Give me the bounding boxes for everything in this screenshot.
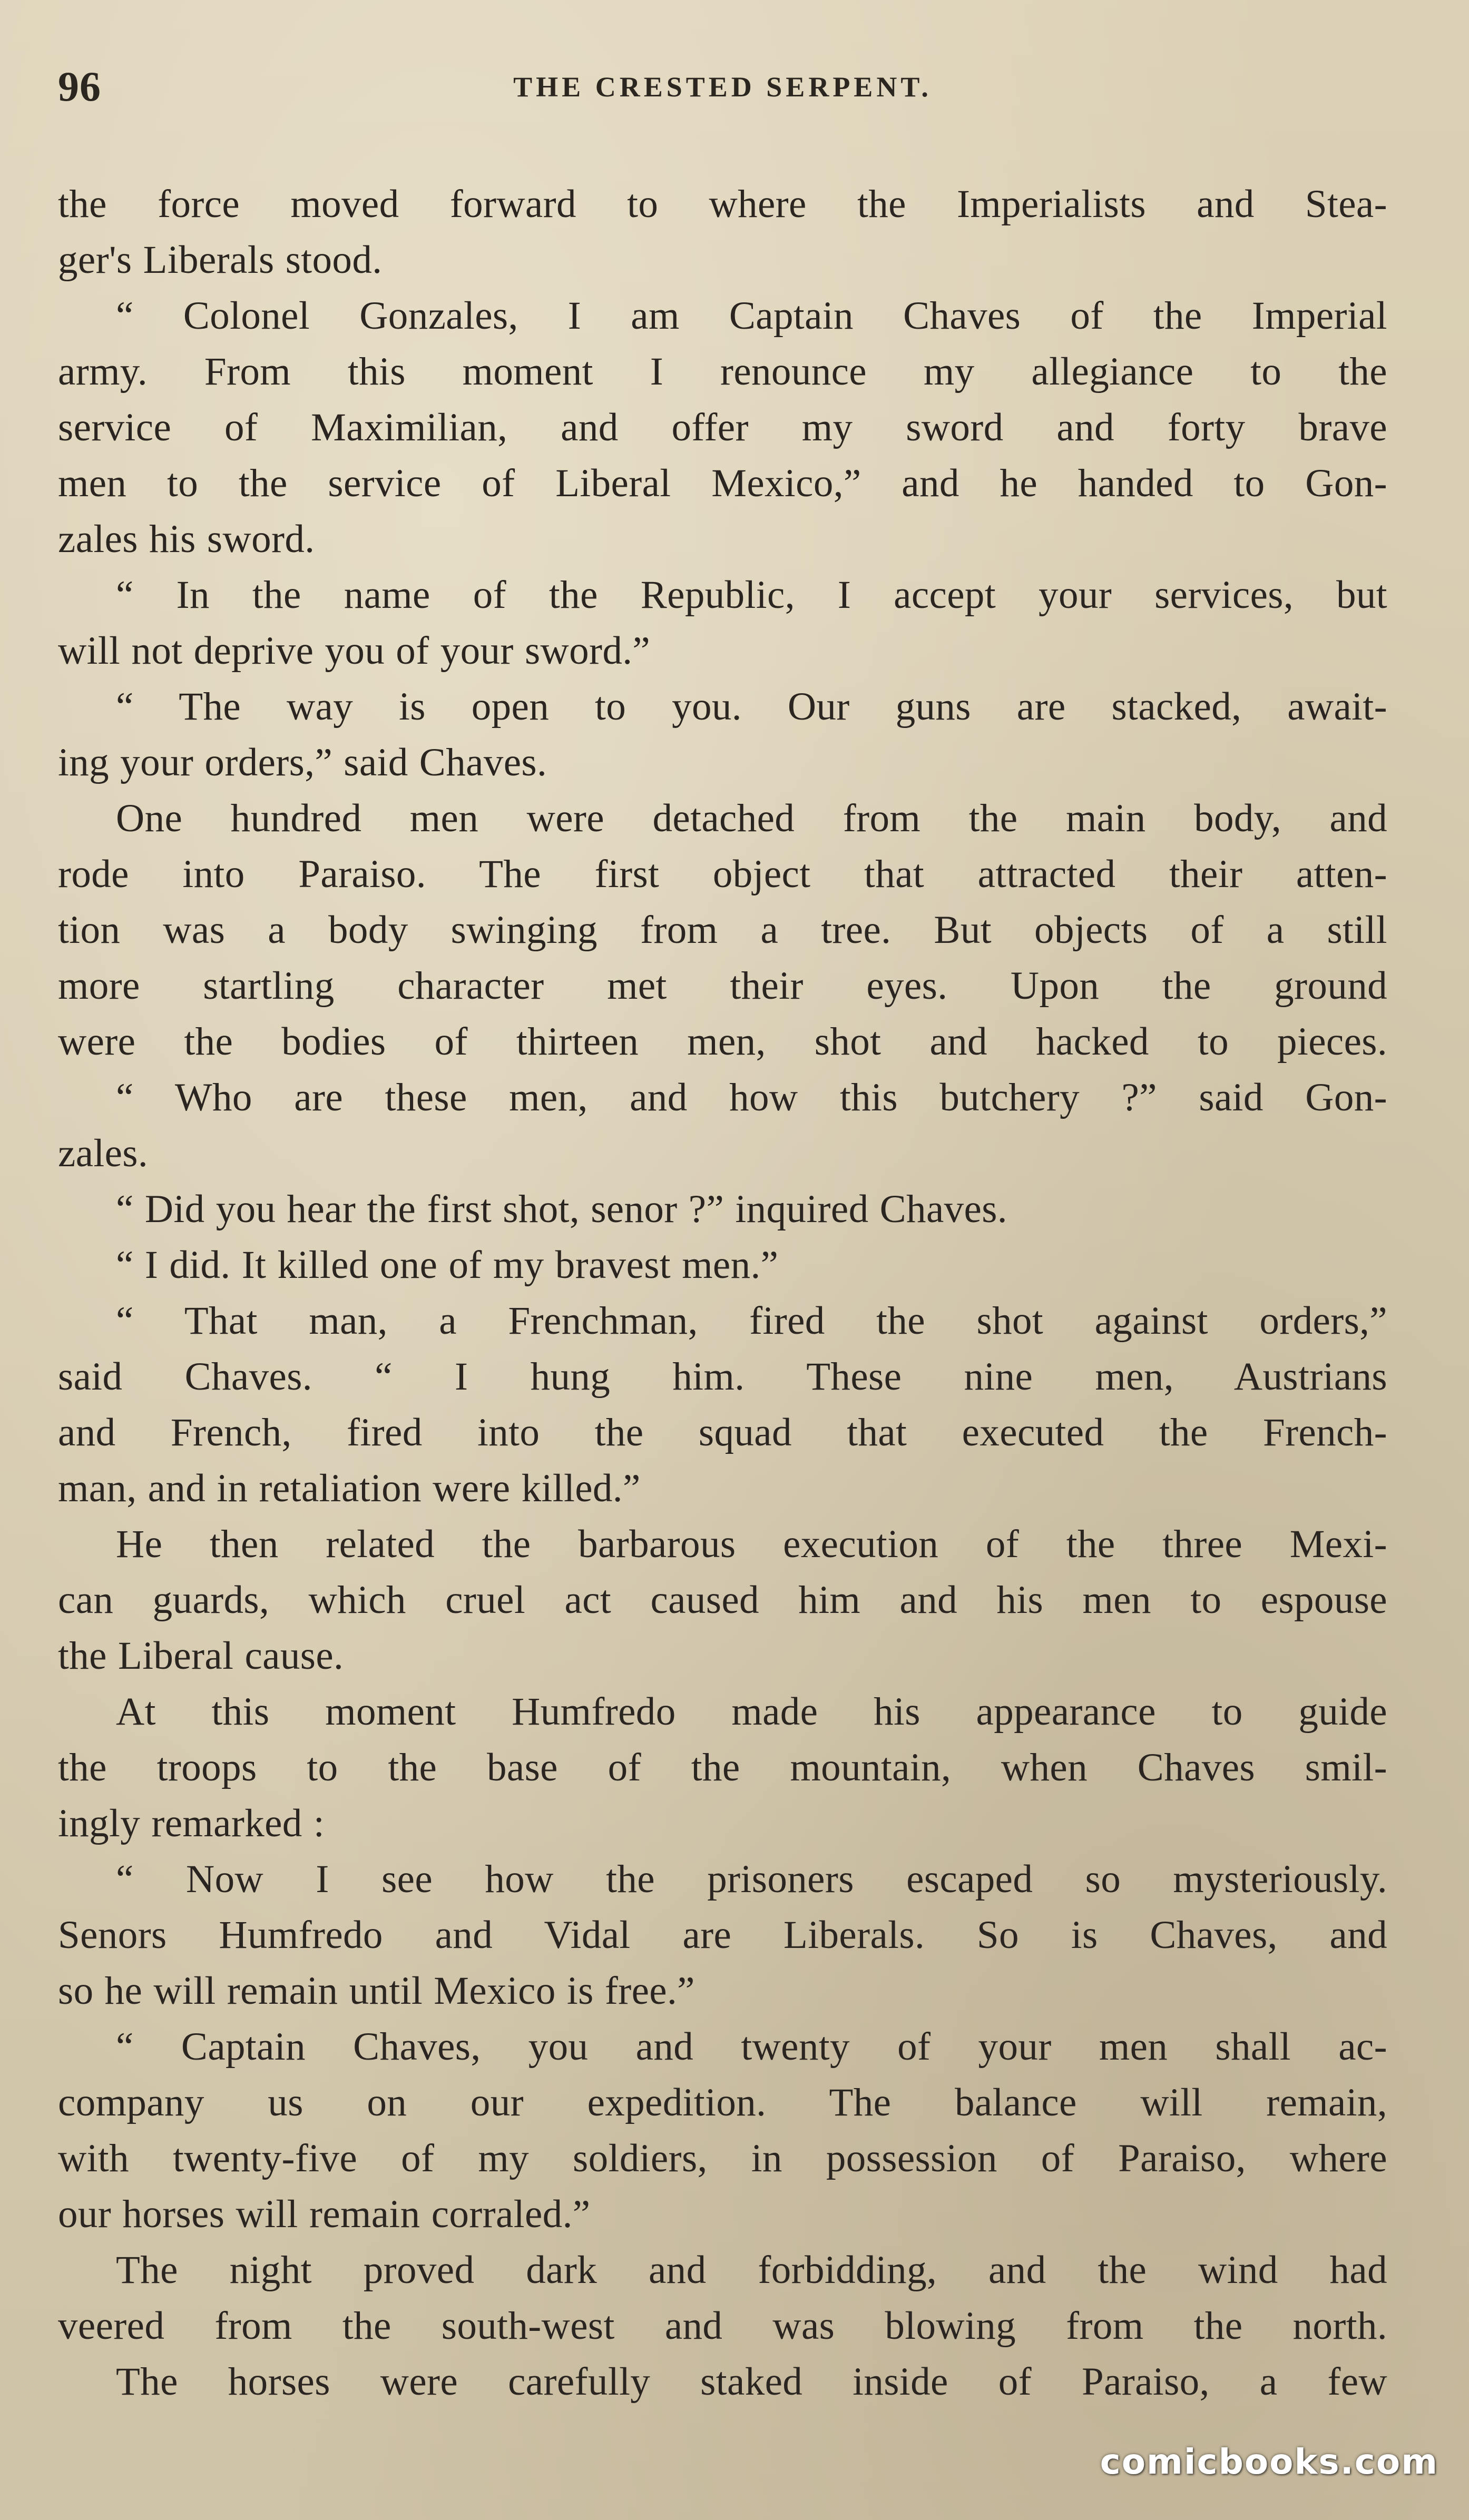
text-line: and French, fired into the squad that executed the French- — [58, 1411, 1387, 1454]
running-title: THE CRESTED SERPENT. — [513, 71, 932, 103]
text-line: our horses will remain corraled.” — [58, 2192, 591, 2236]
text-line: He then related the barbarous execution of the three Mexi- — [116, 1522, 1387, 1566]
text-line: rode into Paraiso. The first object that attracted their atten- — [58, 852, 1387, 896]
text-line: “ That man, a Frenchman, fired the shot against orders,” — [116, 1299, 1387, 1343]
watermark: comicbooks.com — [1100, 2442, 1438, 2482]
text-line: “ Did you hear the first shot, senor ?” inquired Chaves. — [116, 1187, 1007, 1231]
text-line: so he will remain until Mexico is free.” — [58, 1969, 695, 2013]
text-line: “ Colonel Gonzales, I am Captain Chaves of the Imperial — [116, 294, 1387, 338]
text-line: “ Captain Chaves, you and twenty of your men shall ac- — [116, 2025, 1387, 2069]
text-line: company us on our expedition. The balance will remain, — [58, 2081, 1387, 2124]
text-line: veered from the south-west and was blowing from the north. — [58, 2304, 1387, 2348]
text-line: At this moment Humfredo made his appearance to guide — [116, 1690, 1387, 1734]
text-line: Senors Humfredo and Vidal are Liberals. So is Chaves, and — [58, 1913, 1387, 1957]
text-line: “ In the name of the Republic, I accept your services, but — [116, 573, 1387, 617]
text-line: ingly remarked : — [58, 1802, 325, 1845]
page-header — [58, 63, 1387, 121]
text-line: the troops to the base of the mountain, when Chaves smil- — [58, 1746, 1387, 1789]
text-line: more startling character met their eyes. Upon the ground — [58, 964, 1387, 1008]
text-line: zales his sword. — [58, 517, 315, 561]
text-line: ing your orders,” said Chaves. — [58, 741, 547, 784]
text-line: “ I did. It killed one of my bravest men.” — [116, 1243, 779, 1287]
text-line: “ Now I see how the prisoners escaped so mysteriously. — [116, 1857, 1387, 1901]
body-text — [58, 176, 1387, 2410]
text-line: ger's Liberals stood. — [58, 238, 383, 282]
text-line: “ The way is open to you. Our guns are stacked, await- — [116, 685, 1387, 729]
text-line: One hundred men were detached from the main body, and — [116, 796, 1387, 840]
text-line: the Liberal cause. — [58, 1634, 344, 1678]
page-number: 96 — [58, 64, 101, 110]
text-line: “ Who are these men, and how this butchery ?” said Gon- — [116, 1076, 1387, 1119]
text-line: were the bodies of thirteen men, shot and hacked to pieces. — [58, 1020, 1387, 1064]
text-line: will not deprive you of your sword.” — [58, 629, 651, 673]
text-line: can guards, which cruel act caused him and his men to espouse — [58, 1578, 1387, 1622]
text-line: The night proved dark and forbidding, and the wind had — [116, 2248, 1387, 2292]
text-line: said Chaves. “ I hung him. These nine men, Austrians — [58, 1355, 1387, 1399]
text-line: with twenty-five of my soldiers, in possession of Paraiso, where — [58, 2137, 1387, 2180]
text-line: army. From this moment I renounce my allegiance to the — [58, 350, 1387, 393]
text-line: zales. — [58, 1131, 149, 1175]
text-line: men to the service of Liberal Mexico,” and he handed to Gon- — [58, 461, 1387, 505]
text-line: The horses were carefully staked inside of Paraiso, a few — [116, 2360, 1387, 2404]
text-line: the force moved forward to where the Imperialists and Stea- — [58, 182, 1387, 226]
text-line: tion was a body swinging from a tree. But objects of a still — [58, 908, 1387, 952]
text-line: service of Maximilian, and offer my sword and forty brave — [58, 406, 1387, 449]
text-line: man, and in retaliation were killed.” — [58, 1466, 641, 1510]
